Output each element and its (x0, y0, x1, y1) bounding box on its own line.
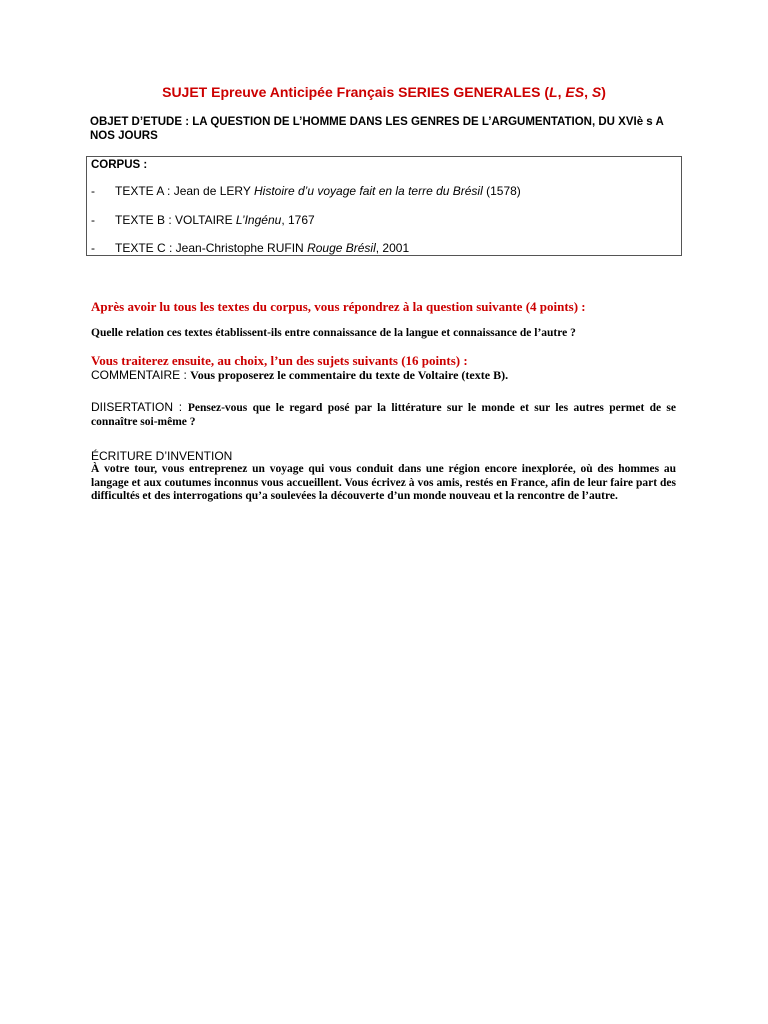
text-date: , 2001 (375, 241, 410, 255)
commentaire-subject (91, 368, 691, 383)
dissertation-label: DIISERTATION : (91, 400, 188, 414)
invention-text: À votre tour, vous entreprenez un voyage qui vous conduit dans une région encore inexplorée, où des hommes au langage et aux coutumes inconnus vous accueillent. Vous écrivez à vos amis, restés en France, afin de leur faire part des difficultés et des interrogations qu’a soulevées la découverte d’un monde nouveau et la rencontre de l’autre. (91, 463, 676, 502)
title-separator: , (557, 84, 566, 100)
corpus-box (86, 156, 682, 256)
document-title (0, 84, 768, 100)
dissertation-text: Pensez-vous que le regard posé par la littérature sur le monde et sur les autres permet de se connaître soi-même ? (91, 402, 677, 428)
subjects-intro: Vous traiterez ensuite, au choix, l’un des sujets suivants (16 points) : (91, 353, 468, 368)
title-series-es: ES (565, 84, 585, 100)
text-work-title: Rouge Brésil (307, 241, 376, 255)
text-date: , 1767 (281, 213, 315, 227)
corpus-label: CORPUS : (91, 159, 148, 171)
list-dash: - (91, 184, 95, 198)
text-date: (1578) (482, 184, 521, 198)
text-author: TEXTE C : Jean-Christophe RUFIN (115, 241, 308, 255)
invention-heading: ÉCRITURE D’INVENTION (91, 449, 233, 463)
list-dash: - (91, 241, 95, 255)
corpus-text-a (91, 184, 521, 198)
text-author: TEXTE A : Jean de LERY (115, 184, 254, 198)
title-separator: , (584, 84, 592, 100)
commentaire-text: Vous proposerez le commentaire du texte de Voltaire (texte B). (190, 368, 509, 382)
title-series-l: L (549, 84, 558, 100)
text-work-title: Histoire d’u voyage fait en la terre du Brésil (253, 184, 483, 198)
title-text: SUJET Epreuve Anticipée Français SERIES GENERALES ( (162, 84, 550, 100)
text-work-title: L’Ingénu (235, 213, 282, 227)
dissertation-subject (91, 401, 676, 429)
corpus-text-b (91, 213, 315, 227)
study-object: OBJET D’ETUDE : LA QUESTION DE L’HOMME DANS LES GENRES DE L’ARGUMENTATION, DU XVIè s A NOS JOURS (90, 116, 664, 142)
corpus-text-c (91, 241, 409, 255)
question-intro: Après avoir lu tous les textes du corpus, vous répondrez à la question suivante (4 points) : (91, 299, 586, 314)
question-text: Quelle relation ces textes établissent-ils entre connaissance de la langue et connaissance de l’autre ? (91, 327, 576, 339)
commentaire-label: COMMENTAIRE : (91, 368, 191, 382)
title-close: ) (601, 84, 606, 100)
title-series-s: S (591, 84, 602, 100)
text-author: TEXTE B : VOLTAIRE (115, 213, 236, 227)
list-dash: - (91, 213, 95, 227)
